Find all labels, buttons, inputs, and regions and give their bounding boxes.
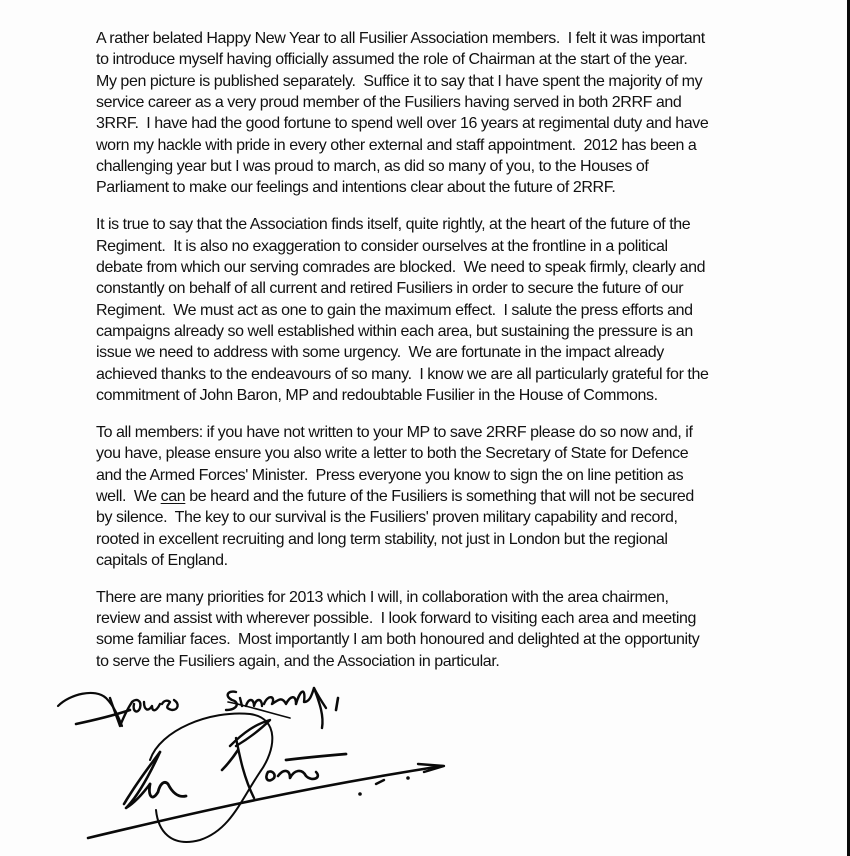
text-line: you have, please ensure you also write a letter to both the Secretary of State for Defence [96, 445, 689, 463]
text-line: A rather belated Happy New Year to all Fusilier Association members. I felt it was important [96, 30, 705, 47]
text-line: by silence. The key to our survival is the Fusiliers' proven military capability and record, [96, 509, 678, 527]
text-line: Regiment. We must act as one to gain the maximum effect. I salute the press efforts and [96, 301, 693, 319]
handwritten-signature [40, 680, 460, 856]
paragraph-priorities [96, 587, 796, 672]
text-fragment: well. We [96, 487, 161, 505]
text-line: debate from which our serving comrades are blocked. We need to speak firmly, clearly and [96, 258, 706, 276]
text-line: To all members: if you have not written to your MP to save 2RRF please do so now and, if [96, 423, 693, 441]
text-line: My pen picture is published separately. Suffice it to say that I have spent the majority of my [96, 72, 703, 90]
text-line: capitals of England. [96, 551, 228, 569]
text-line: constantly on behalf of all current and retired Fusiliers in order to secure the future of our [96, 280, 684, 298]
text-line: to serve the Fusiliers again, and the Association in particular. [96, 652, 500, 670]
text-line: challenging year but I was proud to march, as did so many of you, to the Houses of [96, 158, 649, 176]
text-line: worn my hackle with pride in every other external and staff appointment. 2012 has been a [96, 136, 697, 154]
paragraph-greeting [96, 28, 796, 199]
text-line: 3RRF. I have had the good fortune to spend well over 16 years at regimental duty and have [96, 115, 709, 133]
text-line: Regiment. It is also no exaggeration to consider ourselves at the frontline in a political [96, 237, 668, 255]
text-line: campaigns already so well established within each area, but sustaining the pressure is an [96, 322, 693, 340]
text-line: rooted in excellent recruiting and long term stability, not just in London but the regional [96, 530, 668, 548]
text-line: service career as a very proud member of the Fusiliers having served in both 2RRF and [96, 94, 682, 112]
text-line: commitment of John Baron, MP and redoubtable Fusilier in the House of Commons. [96, 387, 658, 404]
letter-body [96, 28, 796, 688]
text-line: review and assist with wherever possible. I look forward to visiting each area and meeting [96, 610, 697, 628]
text-line: It is true to say that the Association finds itself, quite rightly, at the heart of the future of the [96, 216, 691, 234]
text-line [96, 486, 796, 507]
text-line: some familiar faces. Most importantly I am both honoured and delighted at the opportunity [96, 631, 700, 649]
paragraph-call-to-action [96, 422, 796, 571]
signature-ink-icon [40, 680, 460, 856]
underlined-emphasis: can [160, 487, 186, 505]
text-line: There are many priorities for 2013 which I will, in collaboration with the area chairmen, [96, 588, 669, 606]
paragraph-association-role [96, 214, 796, 406]
text-line: to introduce myself having officially assumed the role of Chairman at the start of the year. [96, 51, 688, 69]
text-line: and the Armed Forces' Minister. Press everyone you know to sign the on line petition as [96, 466, 684, 484]
text-line: issue we need to address with some urgency. We are fortunate in the impact already [96, 344, 664, 362]
text-line: Parliament to make our feelings and intentions clear about the future of 2RRF. [96, 179, 616, 197]
text-line: achieved thanks to the endeavours of so many. I know we are all particularly grateful for the [96, 365, 709, 383]
text-fragment: be heard and the future of the Fusiliers is something that will not be secured [185, 487, 694, 505]
